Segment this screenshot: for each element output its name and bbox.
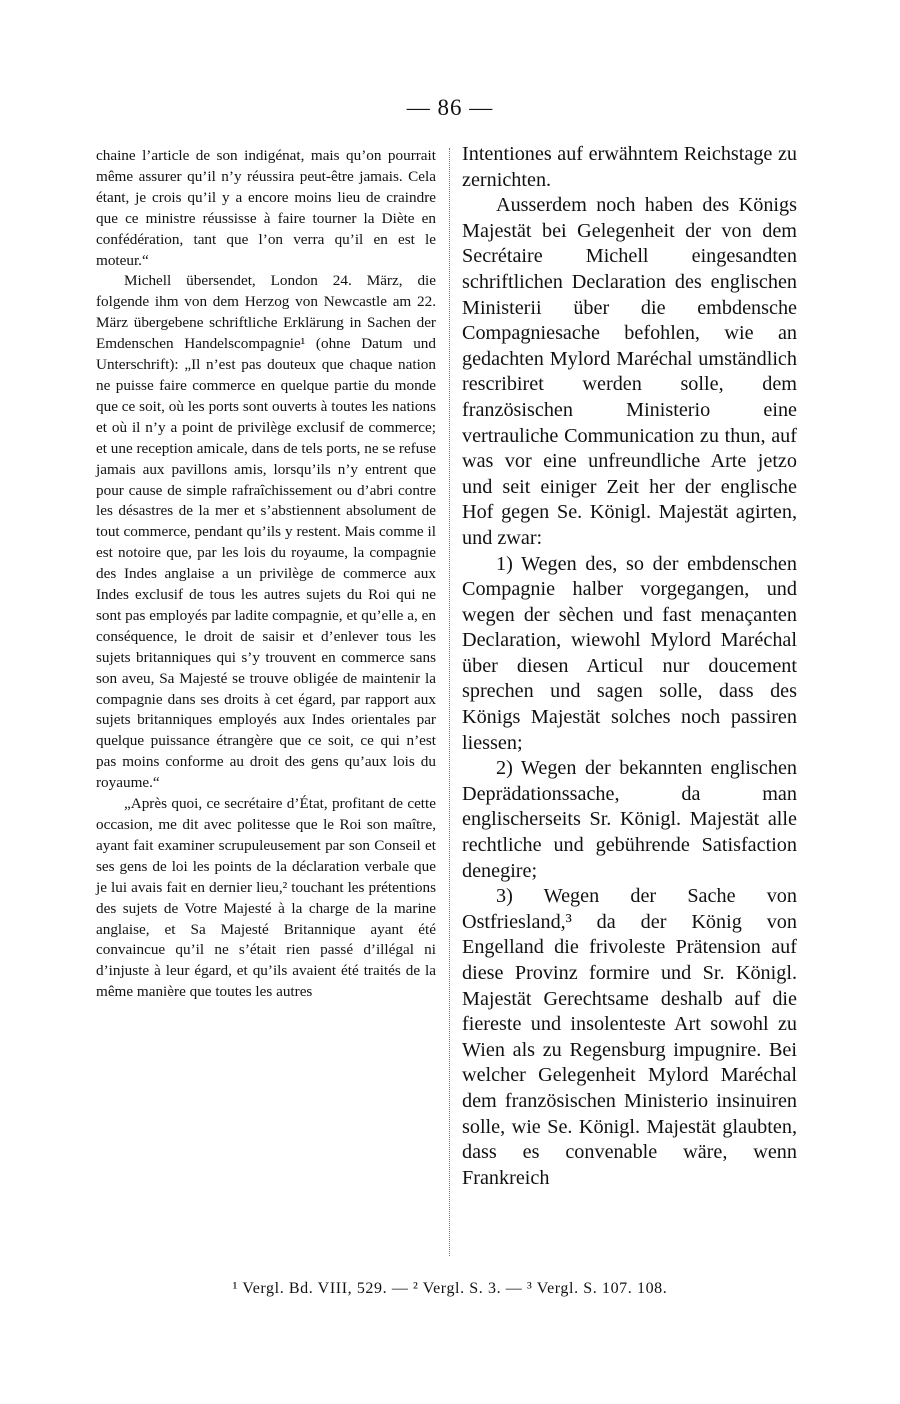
right-paragraph-5: 3) Wegen der Sache von Ostfriesland,³ da der König von Engelland die frivoleste Prätension auf diese Provinz formire und Sr. Königl. Majestät Gerechtsame deshalb auf die fiereste und insolenteste Art sowohl zu Wien als zu Regensburg impugnire. Bei welcher Gelegenheit Mylord Maréchal dem französischen Ministerio insinuiren solle, wie Se. Königl. Majestät glaubten, dass es convenable wäre, wenn Frankreich: [462, 885, 797, 1189]
left-paragraph-1: chaine l’article de son indigénat, mais qu’on pourrait même assurer qu’il n’y réussira peut-être jamais. Cela étant, je crois qu’il y a encore moins lieu de craindre que ce ministre réussisse à faire tourner la Diète en confédération, tant que l’on verra qu’il en est le moteur.“: [96, 147, 436, 269]
column-divider: [449, 148, 450, 1256]
footnotes: ¹ Vergl. Bd. VIII, 529. — ² Vergl. S. 3. — ³ Vergl. S. 107. 108.: [232, 1280, 668, 1297]
left-paragraph-2: Michell übersendet, London 24. März, die folgende ihm von dem Herzog von Newcastle am 22. März übergebene schriftliche Erklärung in Sachen der Emdenschen Handelscompagnie¹ (ohne Datum und Unterschrift): „Il n’est pas douteux que chaque nation ne puisse faire commerce en quelque partie du monde que ce soit, où les ports sont ouverts à toutes les nations et où il n’y a point de privilège exclusif de commerce; et une reception amicale, dans de tels ports, ne se refuse jamais aux pavillons amis, lorsqu’ils n’y entrent que pour cause de simple rafraîchissement ou d’abri contre les désastres de la mer et s’abstiennent absolument de tout commerce, pendant qu’ils y restent. Mais comme il est notoire que, par les lois du royaume, la compagnie des Indes anglaise a un privilège de commerce aux Indes exclusif de tous les autres sujets du Roi qui ne sont pas employés par ladite compagnie, et qu’elle a, en conséquence, le droit de saisir et d’enlever tous les sujets britanniques qui s’y trouvent en commerce sans son aveu, Sa Majesté se trouve obligée de maintenir la compagnie dans ses droits à cet égard, par rapport aux sujets britanniques employés aux Indes orientales par quelque puissance étrangère que ce soit, ce qui n’est pas moins conforme au droit des gens qu’aux lois du royaume.“: [96, 272, 436, 792]
right-paragraph-2: Ausserdem noch haben des Königs Majestät bei Gelegenheit der von dem Secrétaire Michell eingesandten schriftlichen Declaration des englischen Ministerii über die embdensche Compagniesache befohlen, wie an gedachten Mylord Maréchal umständlich rescribiret werden solle, dem französischen Ministerio eine vertrauliche Communication zu thun, auf was vor eine unfreundliche Arte jetzo und seit einiger Zeit her der englische Hof gegen Se. Königl. Majestät agirten, und zwar:: [462, 194, 797, 549]
right-paragraph-4: 2) Wegen der bekannten englischen Deprädationssache, da man englischerseits Sr. Königl. Majestät alle rechtliche und gebührende Satisfaction denegire;: [462, 757, 797, 882]
right-paragraph-3: 1) Wegen des, so der embdenschen Compagnie halber vorgegangen, und wegen der sèchen und fast menaçanten Declaration, wiewohl Mylord Maréchal über diesen Articul nur doucement sprechen und sagen solle, dass des Königs Majestät solches noch passiren liessen;: [462, 552, 797, 754]
right-column: [462, 142, 797, 1191]
left-paragraph-3: „Après quoi, ce secrétaire d’État, profitant de cette occasion, me dit avec politesse que le Roi son maître, ayant fait examiner scrupuleusement par son Conseil et ses gens de loi les points de la déclaration verbale que je lui avais fait en dernier lieu,² touchant les prétentions des sujets de Votre Majesté à la charge de la marine anglaise, et Sa Majesté Britannique ayant été convaincue qu’il ne s’était rien passé d’illégal ni d’injuste à leur égard, et qu’ils avaient été traités de la même manière que toutes les autres: [96, 795, 436, 1001]
page-number: — 86 —: [406, 95, 494, 120]
left-column: [96, 146, 436, 1003]
right-paragraph-1: Intentiones auf erwähntem Reichstage zu zernichten.: [462, 143, 797, 191]
